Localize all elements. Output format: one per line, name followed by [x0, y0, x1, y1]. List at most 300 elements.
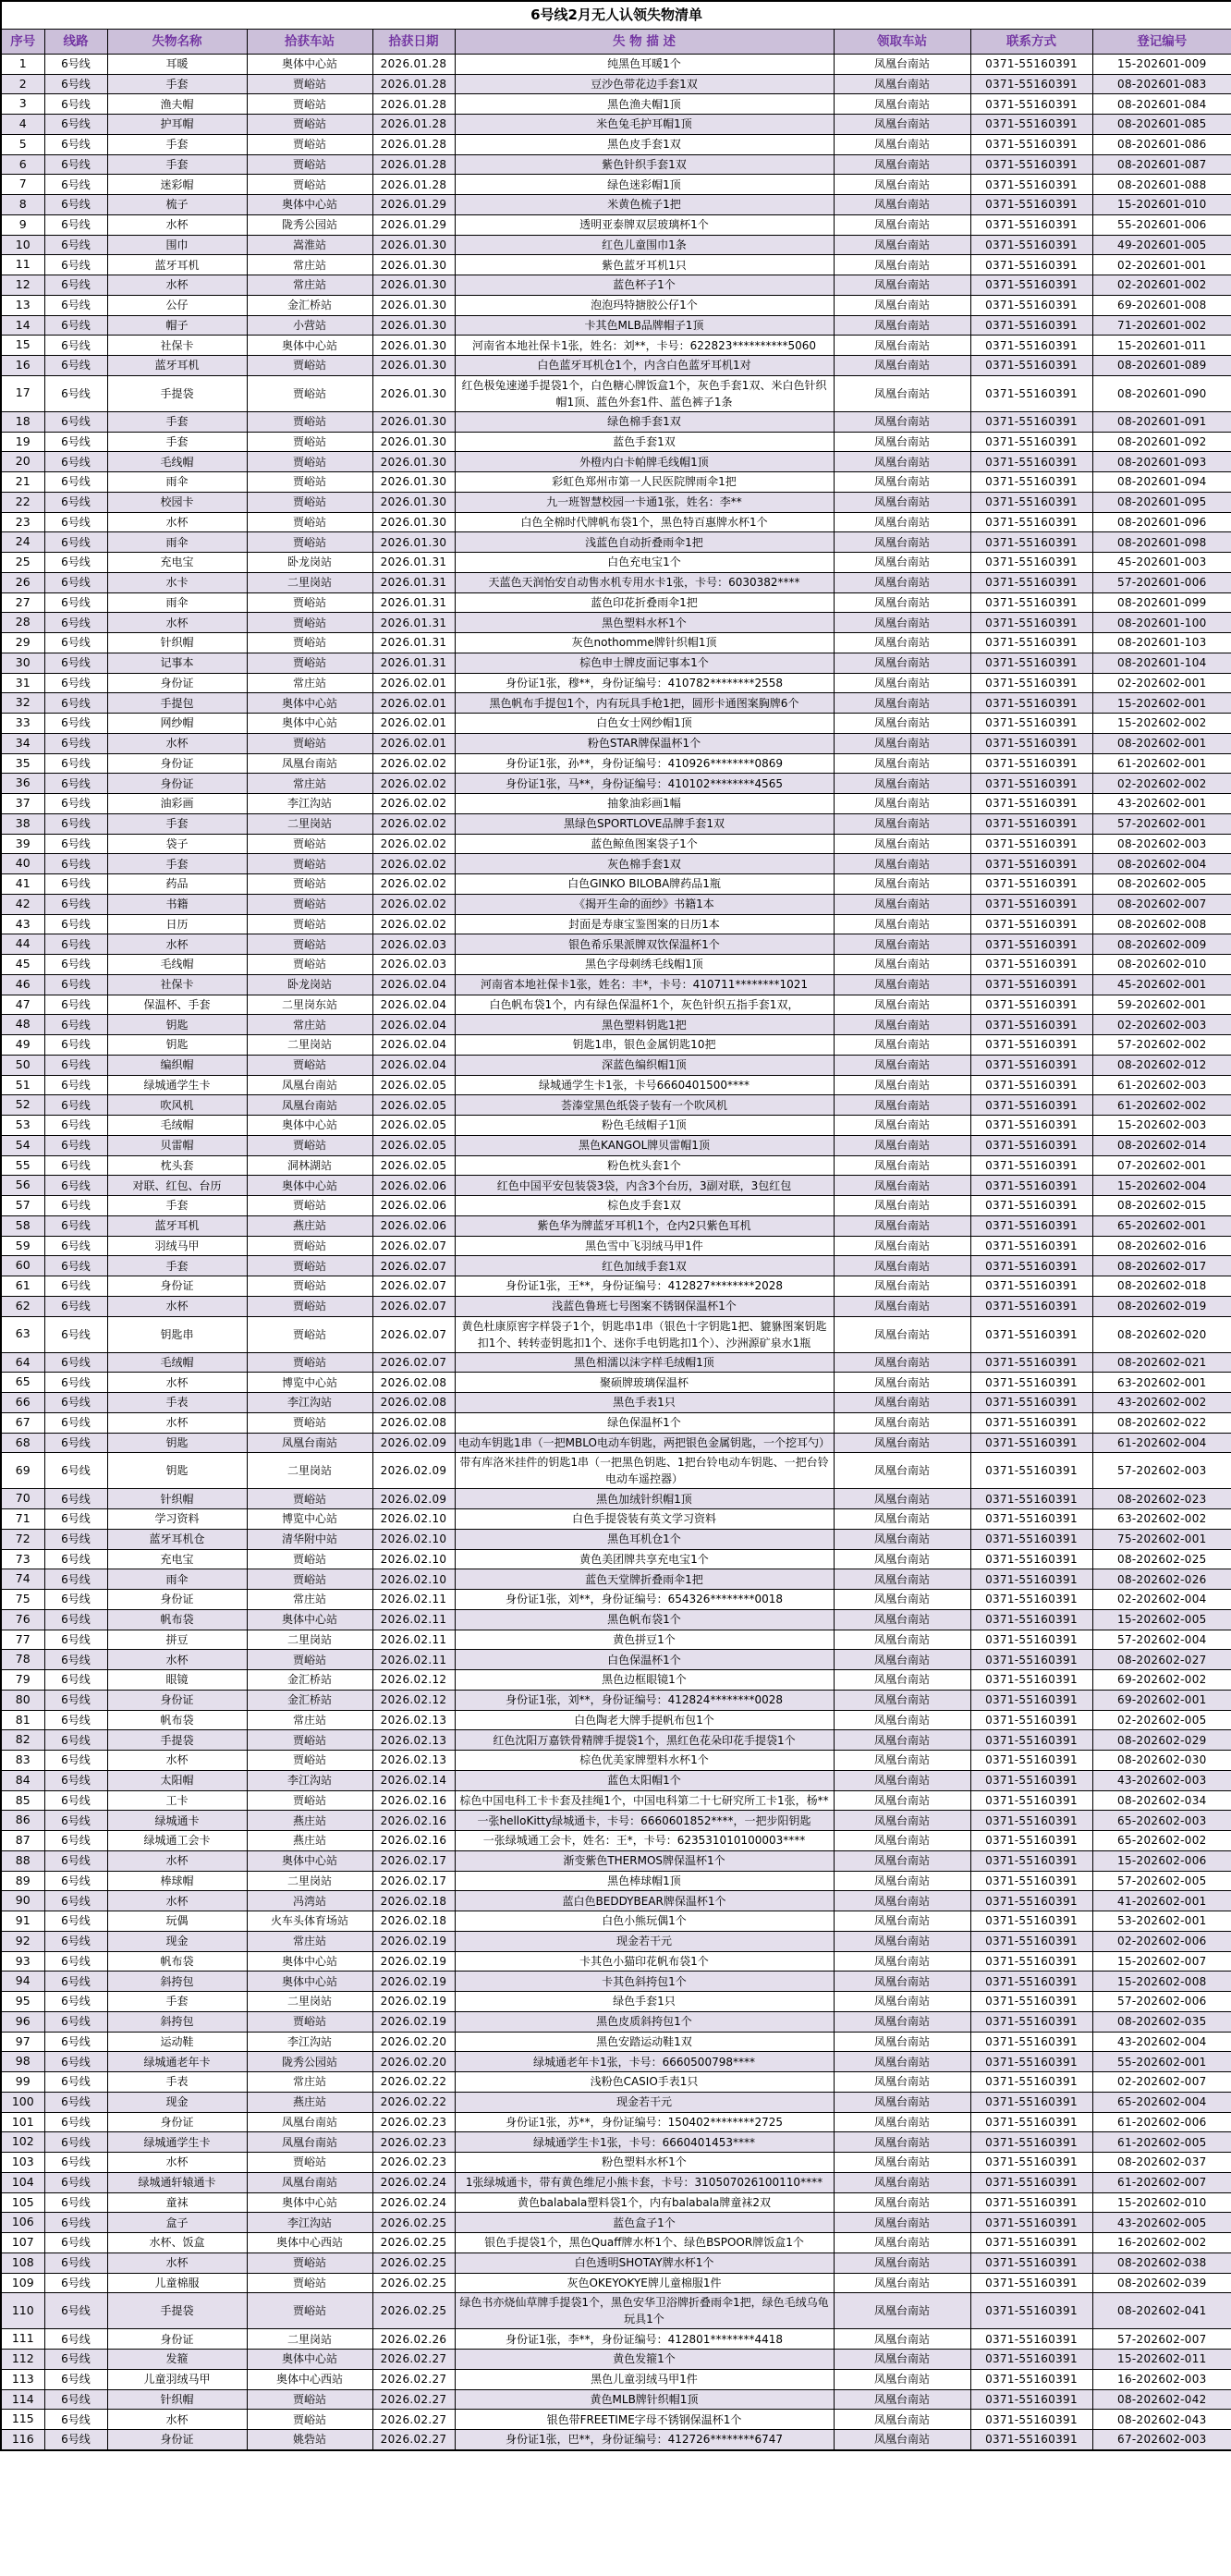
cell-registration-no: 08-202602-022	[1092, 1412, 1231, 1433]
cell-found-date: 2026.01.28	[372, 54, 455, 74]
table-row	[1, 2233, 1231, 2253]
cell-item-name: 身份证	[107, 1690, 247, 1710]
cell-description: 黑色渔夫帽1顶	[455, 94, 834, 115]
cell-description: 浅粉色CASIO手表1只	[455, 2072, 834, 2093]
table-row	[1, 2213, 1231, 2233]
table-row	[1, 1569, 1231, 1590]
cell-found-date: 2026.02.14	[372, 1770, 455, 1790]
cell-line: 6号线	[44, 2132, 107, 2153]
cell-found-date: 2026.02.06	[372, 1215, 455, 1236]
table-row	[1, 653, 1231, 673]
cell-description: 身份证1张，刘**，身份证编号：654326********0018	[455, 1590, 834, 1610]
table-row	[1, 1931, 1231, 1951]
cell-found-station: 二里岗站	[247, 572, 372, 592]
cell-found-date: 2026.01.28	[372, 175, 455, 195]
cell-line: 6号线	[44, 733, 107, 753]
cell-serial: 29	[1, 633, 44, 653]
cell-item-name: 绿城通老年卡	[107, 2052, 247, 2072]
cell-description: 身份证1张，刘**，身份证编号：412824********0028	[455, 1690, 834, 1710]
column-header-serial: 序号	[1, 29, 44, 54]
cell-pickup-station: 凤凰台南站	[834, 1831, 970, 1851]
cell-serial: 115	[1, 2410, 44, 2430]
cell-registration-no: 15-202602-006	[1092, 1850, 1231, 1871]
cell-line: 6号线	[44, 1710, 107, 1730]
cell-item-name: 吹风机	[107, 1095, 247, 1116]
cell-serial: 50	[1, 1055, 44, 1075]
table-row	[1, 195, 1231, 215]
cell-pickup-station: 凤凰台南站	[834, 2072, 970, 2093]
cell-contact: 0371-55160391	[970, 813, 1092, 834]
cell-item-name: 手套	[107, 1256, 247, 1276]
cell-item-name: 水杯	[107, 512, 247, 532]
cell-item-name: 贝雷帽	[107, 1135, 247, 1155]
cell-line: 6号线	[44, 1549, 107, 1569]
cell-pickup-station: 凤凰台南站	[834, 1135, 970, 1155]
cell-contact: 0371-55160391	[970, 2273, 1092, 2293]
cell-pickup-station: 凤凰台南站	[834, 1992, 970, 2012]
cell-found-station: 凤凰台南站	[247, 1075, 372, 1095]
cell-line: 6号线	[44, 1609, 107, 1630]
cell-description: 身份证1张，孙**，身份证编号：410926********0869	[455, 753, 834, 774]
cell-description: 钥匙1串，银色金属钥匙10把	[455, 1035, 834, 1056]
cell-line: 6号线	[44, 295, 107, 315]
cell-serial: 62	[1, 1296, 44, 1316]
cell-contact: 0371-55160391	[970, 1352, 1092, 1373]
cell-description: 紫色针织手套1双	[455, 154, 834, 175]
cell-contact: 0371-55160391	[970, 1116, 1092, 1136]
cell-description: 灰色OKEYOKYE牌儿童棉服1件	[455, 2273, 834, 2293]
cell-description: 银色希乐果派牌双饮保温杯1个	[455, 934, 834, 955]
cell-line: 6号线	[44, 1569, 107, 1590]
cell-description: 米色兔毛护耳帽1顶	[455, 115, 834, 135]
cell-description: 红色中国平安包装袋3袋，内含3个台历，3副对联，3包红包	[455, 1176, 834, 1196]
table-row	[1, 2032, 1231, 2052]
cell-item-name: 手表	[107, 2072, 247, 2093]
cell-pickup-station: 凤凰台南站	[834, 1453, 970, 1489]
cell-contact: 0371-55160391	[970, 1831, 1092, 1851]
table-row	[1, 1529, 1231, 1549]
cell-pickup-station: 凤凰台南站	[834, 1609, 970, 1630]
cell-pickup-station: 凤凰台南站	[834, 411, 970, 432]
cell-item-name: 手提袋	[107, 375, 247, 411]
cell-registration-no: 61-202602-002	[1092, 1095, 1231, 1116]
cell-found-station: 二里岗站	[247, 1630, 372, 1650]
cell-registration-no: 08-202602-038	[1092, 2252, 1231, 2273]
cell-registration-no: 08-202602-008	[1092, 914, 1231, 934]
cell-found-date: 2026.02.23	[372, 2132, 455, 2153]
cell-item-name: 钥匙串	[107, 1316, 247, 1352]
cell-serial: 44	[1, 934, 44, 955]
cell-pickup-station: 凤凰台南站	[834, 1931, 970, 1951]
cell-line: 6号线	[44, 1871, 107, 1891]
cell-contact: 0371-55160391	[970, 894, 1092, 914]
cell-serial: 34	[1, 733, 44, 753]
cell-pickup-station: 凤凰台南站	[834, 592, 970, 613]
cell-serial: 13	[1, 295, 44, 315]
cell-line: 6号线	[44, 753, 107, 774]
cell-found-station: 贾峪站	[247, 934, 372, 955]
cell-item-name: 钥匙	[107, 1035, 247, 1056]
cell-serial: 83	[1, 1751, 44, 1771]
cell-registration-no: 08-202602-001	[1092, 733, 1231, 753]
cell-contact: 0371-55160391	[970, 1135, 1092, 1155]
cell-found-date: 2026.02.12	[372, 1670, 455, 1691]
cell-serial: 48	[1, 1015, 44, 1035]
cell-item-name: 手套	[107, 154, 247, 175]
cell-line: 6号线	[44, 1316, 107, 1352]
cell-found-date: 2026.02.07	[372, 1276, 455, 1297]
cell-serial: 89	[1, 1871, 44, 1891]
cell-item-name: 身份证	[107, 673, 247, 693]
table-row	[1, 1035, 1231, 1056]
cell-line: 6号线	[44, 214, 107, 235]
table-row	[1, 375, 1231, 411]
cell-line: 6号线	[44, 1972, 107, 1992]
cell-serial: 9	[1, 214, 44, 235]
cell-found-date: 2026.02.20	[372, 2032, 455, 2052]
cell-line: 6号线	[44, 195, 107, 215]
cell-serial: 53	[1, 1116, 44, 1136]
cell-line: 6号线	[44, 592, 107, 613]
cell-contact: 0371-55160391	[970, 512, 1092, 532]
cell-registration-no: 57-202602-007	[1092, 2329, 1231, 2350]
cell-found-station: 贾峪站	[247, 356, 372, 376]
cell-registration-no: 08-202602-003	[1092, 834, 1231, 854]
cell-description: 绿城通学生卡1张，卡号6660401500****	[455, 1075, 834, 1095]
cell-pickup-station: 凤凰台南站	[834, 854, 970, 874]
cell-found-date: 2026.02.02	[372, 753, 455, 774]
cell-item-name: 公仔	[107, 295, 247, 315]
cell-pickup-station: 凤凰台南站	[834, 1373, 970, 1393]
cell-item-name: 蓝牙耳机	[107, 255, 247, 275]
cell-pickup-station: 凤凰台南站	[834, 693, 970, 714]
cell-serial: 6	[1, 154, 44, 175]
cell-found-station: 常庄站	[247, 1931, 372, 1951]
cell-found-date: 2026.02.17	[372, 1871, 455, 1891]
cell-pickup-station: 凤凰台南站	[834, 532, 970, 553]
cell-contact: 0371-55160391	[970, 432, 1092, 452]
cell-found-station: 贾峪站	[247, 733, 372, 753]
cell-registration-no: 63-202602-002	[1092, 1509, 1231, 1530]
cell-serial: 86	[1, 1811, 44, 1831]
cell-found-date: 2026.02.27	[372, 2430, 455, 2450]
cell-description: 灰色nothomme牌针织帽1顶	[455, 633, 834, 653]
cell-line: 6号线	[44, 356, 107, 376]
cell-description: 黑色安踏运动鞋1双	[455, 2032, 834, 2052]
cell-found-station: 贾峪站	[247, 1256, 372, 1276]
cell-item-name: 绿城通轩辕通卡	[107, 2172, 247, 2192]
cell-serial: 87	[1, 1831, 44, 1851]
cell-serial: 75	[1, 1590, 44, 1610]
cell-registration-no: 08-202601-104	[1092, 653, 1231, 673]
cell-registration-no: 08-202602-016	[1092, 1236, 1231, 1256]
cell-contact: 0371-55160391	[970, 2350, 1092, 2370]
cell-description: 粉色塑料水杯1个	[455, 2153, 834, 2173]
table-row	[1, 1831, 1231, 1851]
cell-found-station: 奥体中心站	[247, 1951, 372, 1972]
cell-serial: 18	[1, 411, 44, 432]
cell-contact: 0371-55160391	[970, 275, 1092, 296]
cell-contact: 0371-55160391	[970, 2293, 1092, 2329]
cell-registration-no: 53-202602-001	[1092, 1911, 1231, 1932]
cell-item-name: 盒子	[107, 2213, 247, 2233]
cell-description: 蓝色太阳帽1个	[455, 1770, 834, 1790]
cell-contact: 0371-55160391	[970, 2011, 1092, 2032]
table-row	[1, 1650, 1231, 1670]
cell-description: 白色透明SHOTAY牌水杯1个	[455, 2252, 834, 2273]
cell-serial: 26	[1, 572, 44, 592]
cell-found-station: 凤凰台南站	[247, 1433, 372, 1453]
table-row	[1, 1276, 1231, 1297]
cell-registration-no: 08-202602-007	[1092, 894, 1231, 914]
cell-found-station: 冯湾站	[247, 1891, 372, 1911]
cell-serial: 40	[1, 854, 44, 874]
cell-line: 6号线	[44, 1453, 107, 1489]
cell-found-station: 燕庄站	[247, 1215, 372, 1236]
table-row	[1, 1891, 1231, 1911]
cell-line: 6号线	[44, 1276, 107, 1297]
cell-found-date: 2026.02.13	[372, 1730, 455, 1751]
cell-registration-no: 08-202602-039	[1092, 2273, 1231, 2293]
cell-description: 深蓝色编织帽1顶	[455, 1055, 834, 1075]
cell-pickup-station: 凤凰台南站	[834, 175, 970, 195]
cell-contact: 0371-55160391	[970, 1316, 1092, 1352]
cell-line: 6号线	[44, 452, 107, 472]
column-header-contact: 联系方式	[970, 29, 1092, 54]
cell-line: 6号线	[44, 1035, 107, 1056]
cell-description: 粉色毛绒帽子1顶	[455, 1116, 834, 1136]
cell-serial: 45	[1, 955, 44, 975]
cell-description: 卡其色斜挎包1个	[455, 1972, 834, 1992]
cell-pickup-station: 凤凰台南站	[834, 1095, 970, 1116]
cell-found-date: 2026.02.07	[372, 1316, 455, 1352]
cell-pickup-station: 凤凰台南站	[834, 1951, 970, 1972]
table-row	[1, 492, 1231, 512]
table-row	[1, 2052, 1231, 2072]
cell-found-station: 清华附中站	[247, 1529, 372, 1549]
cell-found-date: 2026.01.30	[372, 336, 455, 356]
cell-found-station: 金汇桥站	[247, 1690, 372, 1710]
cell-contact: 0371-55160391	[970, 1951, 1092, 1972]
cell-line: 6号线	[44, 432, 107, 452]
cell-contact: 0371-55160391	[970, 1630, 1092, 1650]
cell-description: 紫色蓝牙耳机1只	[455, 255, 834, 275]
cell-registration-no: 08-202601-084	[1092, 94, 1231, 115]
column-header-pickup-station: 领取车站	[834, 29, 970, 54]
cell-description: 黑色字母刺绣毛线帽1顶	[455, 955, 834, 975]
table-row	[1, 275, 1231, 296]
cell-serial: 109	[1, 2273, 44, 2293]
column-header-row	[1, 29, 1231, 54]
cell-serial: 60	[1, 1256, 44, 1276]
cell-contact: 0371-55160391	[970, 2172, 1092, 2192]
table-row	[1, 774, 1231, 794]
cell-item-name: 学习资料	[107, 1509, 247, 1530]
cell-found-station: 贾峪站	[247, 1196, 372, 1216]
cell-line: 6号线	[44, 914, 107, 934]
cell-pickup-station: 凤凰台南站	[834, 2213, 970, 2233]
cell-serial: 10	[1, 235, 44, 255]
cell-pickup-station: 凤凰台南站	[834, 673, 970, 693]
cell-line: 6号线	[44, 1811, 107, 1831]
cell-contact: 0371-55160391	[970, 1196, 1092, 1216]
cell-found-date: 2026.01.31	[372, 633, 455, 653]
table-row	[1, 753, 1231, 774]
cell-found-date: 2026.02.23	[372, 2153, 455, 2173]
cell-serial: 100	[1, 2092, 44, 2112]
cell-found-station: 贾峪站	[247, 633, 372, 653]
cell-found-station: 姚砦站	[247, 2430, 372, 2450]
table-row	[1, 1992, 1231, 2012]
cell-line: 6号线	[44, 955, 107, 975]
table-row	[1, 1196, 1231, 1216]
cell-serial: 73	[1, 1549, 44, 1569]
cell-serial: 63	[1, 1316, 44, 1352]
cell-contact: 0371-55160391	[970, 134, 1092, 154]
cell-found-date: 2026.01.28	[372, 154, 455, 175]
cell-description: 黑色皮手套1双	[455, 134, 834, 154]
cell-registration-no: 61-202602-006	[1092, 2112, 1231, 2132]
cell-line: 6号线	[44, 1393, 107, 1413]
cell-found-date: 2026.01.31	[372, 572, 455, 592]
cell-item-name: 斜挎包	[107, 1972, 247, 1992]
cell-pickup-station: 凤凰台南站	[834, 375, 970, 411]
column-header-found-date: 拾获日期	[372, 29, 455, 54]
cell-item-name: 水杯	[107, 2410, 247, 2430]
cell-contact: 0371-55160391	[970, 1095, 1092, 1116]
cell-found-date: 2026.02.25	[372, 2233, 455, 2253]
cell-pickup-station: 凤凰台南站	[834, 1650, 970, 1670]
cell-contact: 0371-55160391	[970, 2072, 1092, 2093]
cell-item-name: 手提袋	[107, 2293, 247, 2329]
cell-registration-no: 08-202602-037	[1092, 2153, 1231, 2173]
cell-pickup-station: 凤凰台南站	[834, 452, 970, 472]
cell-description: 九一班智慧校园一卡通1张，姓名：李**	[455, 492, 834, 512]
cell-description: 棕色申士牌皮面记事本1个	[455, 653, 834, 673]
cell-registration-no: 61-202602-001	[1092, 753, 1231, 774]
table-row	[1, 1911, 1231, 1932]
cell-line: 6号线	[44, 2213, 107, 2233]
table-row	[1, 532, 1231, 553]
cell-pickup-station: 凤凰台南站	[834, 2092, 970, 2112]
cell-line: 6号线	[44, 235, 107, 255]
cell-contact: 0371-55160391	[970, 2369, 1092, 2389]
cell-contact: 0371-55160391	[970, 714, 1092, 734]
cell-serial: 19	[1, 432, 44, 452]
cell-pickup-station: 凤凰台南站	[834, 1590, 970, 1610]
cell-pickup-station: 凤凰台南站	[834, 1790, 970, 1811]
cell-description: 蓝色手套1双	[455, 432, 834, 452]
cell-serial: 55	[1, 1155, 44, 1176]
cell-found-station: 贾峪站	[247, 592, 372, 613]
cell-pickup-station: 凤凰台南站	[834, 1690, 970, 1710]
table-row	[1, 54, 1231, 74]
cell-item-name: 帆布袋	[107, 1951, 247, 1972]
cell-serial: 102	[1, 2132, 44, 2153]
table-row	[1, 1850, 1231, 1871]
cell-item-name: 手套	[107, 854, 247, 874]
cell-found-date: 2026.02.16	[372, 1831, 455, 1851]
cell-line: 6号线	[44, 375, 107, 411]
cell-line: 6号线	[44, 2389, 107, 2410]
cell-found-station: 贾峪站	[247, 1352, 372, 1373]
cell-pickup-station: 凤凰台南站	[834, 1670, 970, 1691]
cell-contact: 0371-55160391	[970, 2233, 1092, 2253]
cell-item-name: 水杯	[107, 733, 247, 753]
cell-pickup-station: 凤凰台南站	[834, 315, 970, 336]
cell-serial: 72	[1, 1529, 44, 1549]
cell-found-station: 贾峪站	[247, 2153, 372, 2173]
cell-found-station: 贾峪站	[247, 94, 372, 115]
cell-item-name: 水杯	[107, 2153, 247, 2173]
cell-pickup-station: 凤凰台南站	[834, 1215, 970, 1236]
cell-line: 6号线	[44, 2329, 107, 2350]
cell-item-name: 帆布袋	[107, 1609, 247, 1630]
cell-item-name: 手套	[107, 134, 247, 154]
cell-serial: 43	[1, 914, 44, 934]
cell-serial: 51	[1, 1075, 44, 1095]
cell-registration-no: 15-202602-007	[1092, 1951, 1231, 1972]
cell-found-date: 2026.01.31	[372, 553, 455, 573]
cell-registration-no: 16-202602-002	[1092, 2233, 1231, 2253]
cell-item-name: 蓝牙耳机仓	[107, 1529, 247, 1549]
cell-line: 6号线	[44, 315, 107, 336]
cell-description: 黑色耳机仓1个	[455, 1529, 834, 1549]
cell-serial: 30	[1, 653, 44, 673]
table-row	[1, 1075, 1231, 1095]
cell-item-name: 身份证	[107, 2329, 247, 2350]
cell-line: 6号线	[44, 894, 107, 914]
cell-registration-no: 02-202601-002	[1092, 275, 1231, 296]
table-row	[1, 2072, 1231, 2093]
cell-contact: 0371-55160391	[970, 1549, 1092, 1569]
cell-item-name: 水杯	[107, 214, 247, 235]
cell-registration-no: 08-202602-015	[1092, 1196, 1231, 1216]
cell-item-name: 手提包	[107, 693, 247, 714]
cell-pickup-station: 凤凰台南站	[834, 2430, 970, 2450]
cell-item-name: 针织帽	[107, 2389, 247, 2410]
cell-item-name: 水杯	[107, 1850, 247, 1871]
cell-found-station: 贾峪站	[247, 1412, 372, 1433]
cell-serial: 91	[1, 1911, 44, 1932]
table-row	[1, 874, 1231, 895]
cell-found-station: 奥体中心站	[247, 195, 372, 215]
cell-found-station: 二里岗站	[247, 1871, 372, 1891]
cell-found-date: 2026.02.07	[372, 1352, 455, 1373]
cell-contact: 0371-55160391	[970, 214, 1092, 235]
cell-description: 身份证1张，王**，身份证编号：412827********2028	[455, 1276, 834, 1297]
cell-pickup-station: 凤凰台南站	[834, 714, 970, 734]
cell-serial: 7	[1, 175, 44, 195]
cell-description: 蓝色天堂牌折叠雨伞1把	[455, 1569, 834, 1590]
cell-found-station: 洞林湖站	[247, 1155, 372, 1176]
cell-registration-no: 08-202602-035	[1092, 2011, 1231, 2032]
cell-pickup-station: 凤凰台南站	[834, 794, 970, 814]
cell-registration-no: 15-202602-004	[1092, 1176, 1231, 1196]
cell-found-date: 2026.02.08	[372, 1412, 455, 1433]
cell-serial: 54	[1, 1135, 44, 1155]
table-row	[1, 1155, 1231, 1176]
cell-registration-no: 65-202602-002	[1092, 1831, 1231, 1851]
cell-serial: 74	[1, 1569, 44, 1590]
cell-registration-no: 08-202602-043	[1092, 2410, 1231, 2430]
cell-found-station: 贾峪站	[247, 1751, 372, 1771]
cell-line: 6号线	[44, 2273, 107, 2293]
cell-pickup-station: 凤凰台南站	[834, 512, 970, 532]
cell-pickup-station: 凤凰台南站	[834, 1316, 970, 1352]
cell-pickup-station: 凤凰台南站	[834, 955, 970, 975]
cell-serial: 2	[1, 74, 44, 94]
